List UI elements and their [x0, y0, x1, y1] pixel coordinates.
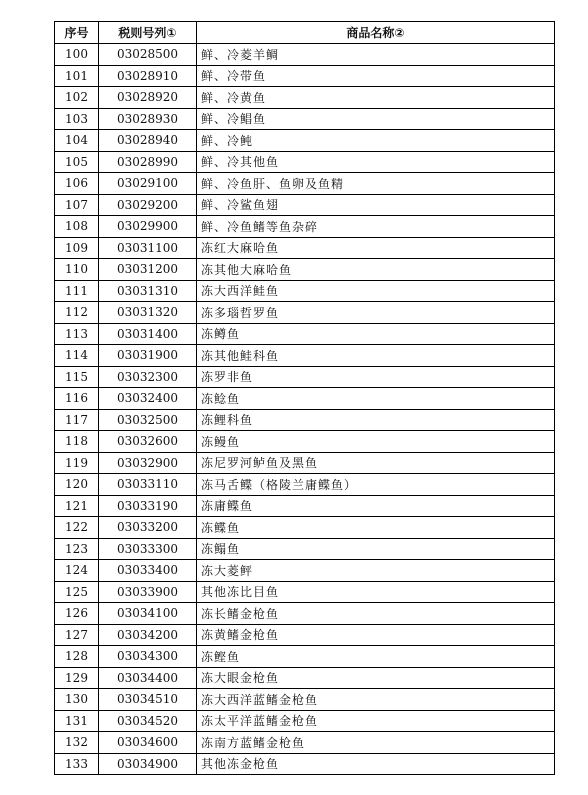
table-row — [55, 646, 555, 668]
table-row — [55, 667, 555, 689]
row-seq: 123 — [55, 538, 99, 560]
table-row — [55, 108, 555, 130]
row-code: 03028500 — [99, 44, 197, 66]
row-name: 冻鲣鱼 — [197, 646, 555, 668]
row-code: 03029200 — [99, 194, 197, 216]
row-name: 冻鳗鱼 — [197, 431, 555, 453]
row-seq: 116 — [55, 388, 99, 410]
row-name: 冻红大麻哈鱼 — [197, 237, 555, 259]
row-code: 03031100 — [99, 237, 197, 259]
table-row — [55, 65, 555, 87]
row-name: 其他冻比目鱼 — [197, 581, 555, 603]
table-row — [55, 237, 555, 259]
table-row — [55, 345, 555, 367]
row-code: 03028920 — [99, 87, 197, 109]
row-name: 冻罗非鱼 — [197, 366, 555, 388]
row-name: 冻马舌鲽（格陵兰庸鲽鱼） — [197, 474, 555, 496]
row-name: 鲜、冷菱羊鲷 — [197, 44, 555, 66]
row-name: 冻鲽鱼 — [197, 517, 555, 539]
row-name: 冻其他大麻哈鱼 — [197, 259, 555, 281]
table-row — [55, 409, 555, 431]
row-seq: 108 — [55, 216, 99, 238]
row-code: 03034600 — [99, 732, 197, 754]
row-seq: 100 — [55, 44, 99, 66]
row-name: 冻长鳍金枪鱼 — [197, 603, 555, 625]
row-name: 冻其他鲑科鱼 — [197, 345, 555, 367]
row-seq: 102 — [55, 87, 99, 109]
row-name: 鲜、冷带鱼 — [197, 65, 555, 87]
row-seq: 112 — [55, 302, 99, 324]
table-row — [55, 173, 555, 195]
row-code: 03033200 — [99, 517, 197, 539]
row-seq: 125 — [55, 581, 99, 603]
row-seq: 105 — [55, 151, 99, 173]
row-seq: 113 — [55, 323, 99, 345]
row-code: 03034510 — [99, 689, 197, 711]
row-name: 冻大菱鲆 — [197, 560, 555, 582]
row-name: 冻太平洋蓝鳍金枪鱼 — [197, 710, 555, 732]
row-name: 冻大西洋蓝鳍金枪鱼 — [197, 689, 555, 711]
row-seq: 110 — [55, 259, 99, 281]
row-name: 冻鲶鱼 — [197, 388, 555, 410]
row-seq: 128 — [55, 646, 99, 668]
row-seq: 133 — [55, 753, 99, 775]
table-row — [55, 517, 555, 539]
row-seq: 114 — [55, 345, 99, 367]
table-row — [55, 302, 555, 324]
row-code: 03034520 — [99, 710, 197, 732]
row-code: 03034900 — [99, 753, 197, 775]
header-code: 税则号列① — [99, 22, 197, 44]
row-code: 03028990 — [99, 151, 197, 173]
row-name: 冻黄鳍金枪鱼 — [197, 624, 555, 646]
row-seq: 129 — [55, 667, 99, 689]
row-seq: 104 — [55, 130, 99, 152]
table-row — [55, 452, 555, 474]
row-seq: 103 — [55, 108, 99, 130]
row-name: 鲜、冷鱼肝、鱼卵及鱼精 — [197, 173, 555, 195]
row-code: 03028930 — [99, 108, 197, 130]
row-name: 鲜、冷鲀 — [197, 130, 555, 152]
row-code: 03031900 — [99, 345, 197, 367]
table-row — [55, 194, 555, 216]
table-row — [55, 560, 555, 582]
table-row — [55, 538, 555, 560]
row-name: 冻庸鲽鱼 — [197, 495, 555, 517]
row-name: 冻鳎鱼 — [197, 538, 555, 560]
row-seq: 106 — [55, 173, 99, 195]
row-seq: 119 — [55, 452, 99, 474]
table-header-row — [55, 22, 555, 44]
table-row — [55, 474, 555, 496]
row-code: 03033400 — [99, 560, 197, 582]
table-row — [55, 689, 555, 711]
table-row — [55, 366, 555, 388]
table-row — [55, 753, 555, 775]
row-name: 冻尼罗河鲈鱼及黑鱼 — [197, 452, 555, 474]
table-row — [55, 624, 555, 646]
row-seq: 122 — [55, 517, 99, 539]
table-row — [55, 44, 555, 66]
tariff-table-page — [54, 21, 554, 775]
row-seq: 132 — [55, 732, 99, 754]
row-code: 03034300 — [99, 646, 197, 668]
table-row — [55, 216, 555, 238]
row-seq: 117 — [55, 409, 99, 431]
row-seq: 120 — [55, 474, 99, 496]
table-row — [55, 581, 555, 603]
table-row — [55, 431, 555, 453]
row-seq: 111 — [55, 280, 99, 302]
row-name: 冻大眼金枪鱼 — [197, 667, 555, 689]
table-row — [55, 259, 555, 281]
row-seq: 109 — [55, 237, 99, 259]
row-code: 03032600 — [99, 431, 197, 453]
row-name: 冻多瑙哲罗鱼 — [197, 302, 555, 324]
row-code: 03029900 — [99, 216, 197, 238]
row-code: 03033110 — [99, 474, 197, 496]
table-row — [55, 87, 555, 109]
row-seq: 121 — [55, 495, 99, 517]
row-seq: 118 — [55, 431, 99, 453]
tariff-table — [54, 21, 555, 775]
row-code: 03032900 — [99, 452, 197, 474]
row-name: 冻鳟鱼 — [197, 323, 555, 345]
row-seq: 131 — [55, 710, 99, 732]
row-name: 鲜、冷黄鱼 — [197, 87, 555, 109]
row-code: 03033190 — [99, 495, 197, 517]
row-code: 03031320 — [99, 302, 197, 324]
row-code: 03033300 — [99, 538, 197, 560]
row-name: 冻大西洋鲑鱼 — [197, 280, 555, 302]
row-seq: 124 — [55, 560, 99, 582]
row-seq: 107 — [55, 194, 99, 216]
row-code: 03028940 — [99, 130, 197, 152]
table-row — [55, 323, 555, 345]
row-name: 鲜、冷鲨鱼翅 — [197, 194, 555, 216]
row-seq: 130 — [55, 689, 99, 711]
row-code: 03032300 — [99, 366, 197, 388]
table-row — [55, 603, 555, 625]
table-row — [55, 732, 555, 754]
row-name: 鲜、冷鲳鱼 — [197, 108, 555, 130]
row-seq: 127 — [55, 624, 99, 646]
row-code: 03028910 — [99, 65, 197, 87]
row-name: 冻南方蓝鳍金枪鱼 — [197, 732, 555, 754]
row-seq: 126 — [55, 603, 99, 625]
row-code: 03031400 — [99, 323, 197, 345]
row-name: 冻鲤科鱼 — [197, 409, 555, 431]
table-row — [55, 130, 555, 152]
row-code: 03034200 — [99, 624, 197, 646]
table-row — [55, 710, 555, 732]
header-name: 商品名称② — [197, 22, 555, 44]
table-row — [55, 151, 555, 173]
row-code: 03032400 — [99, 388, 197, 410]
row-code: 03032500 — [99, 409, 197, 431]
row-code: 03031310 — [99, 280, 197, 302]
row-name: 鲜、冷其他鱼 — [197, 151, 555, 173]
table-body — [55, 44, 555, 775]
row-seq: 115 — [55, 366, 99, 388]
row-code: 03034400 — [99, 667, 197, 689]
row-name: 鲜、冷鱼鳍等鱼杂碎 — [197, 216, 555, 238]
row-name: 其他冻金枪鱼 — [197, 753, 555, 775]
row-seq: 101 — [55, 65, 99, 87]
row-code: 03031200 — [99, 259, 197, 281]
row-code: 03034100 — [99, 603, 197, 625]
header-seq: 序号 — [55, 22, 99, 44]
table-row — [55, 388, 555, 410]
row-code: 03033900 — [99, 581, 197, 603]
table-row — [55, 495, 555, 517]
row-code: 03029100 — [99, 173, 197, 195]
table-row — [55, 280, 555, 302]
